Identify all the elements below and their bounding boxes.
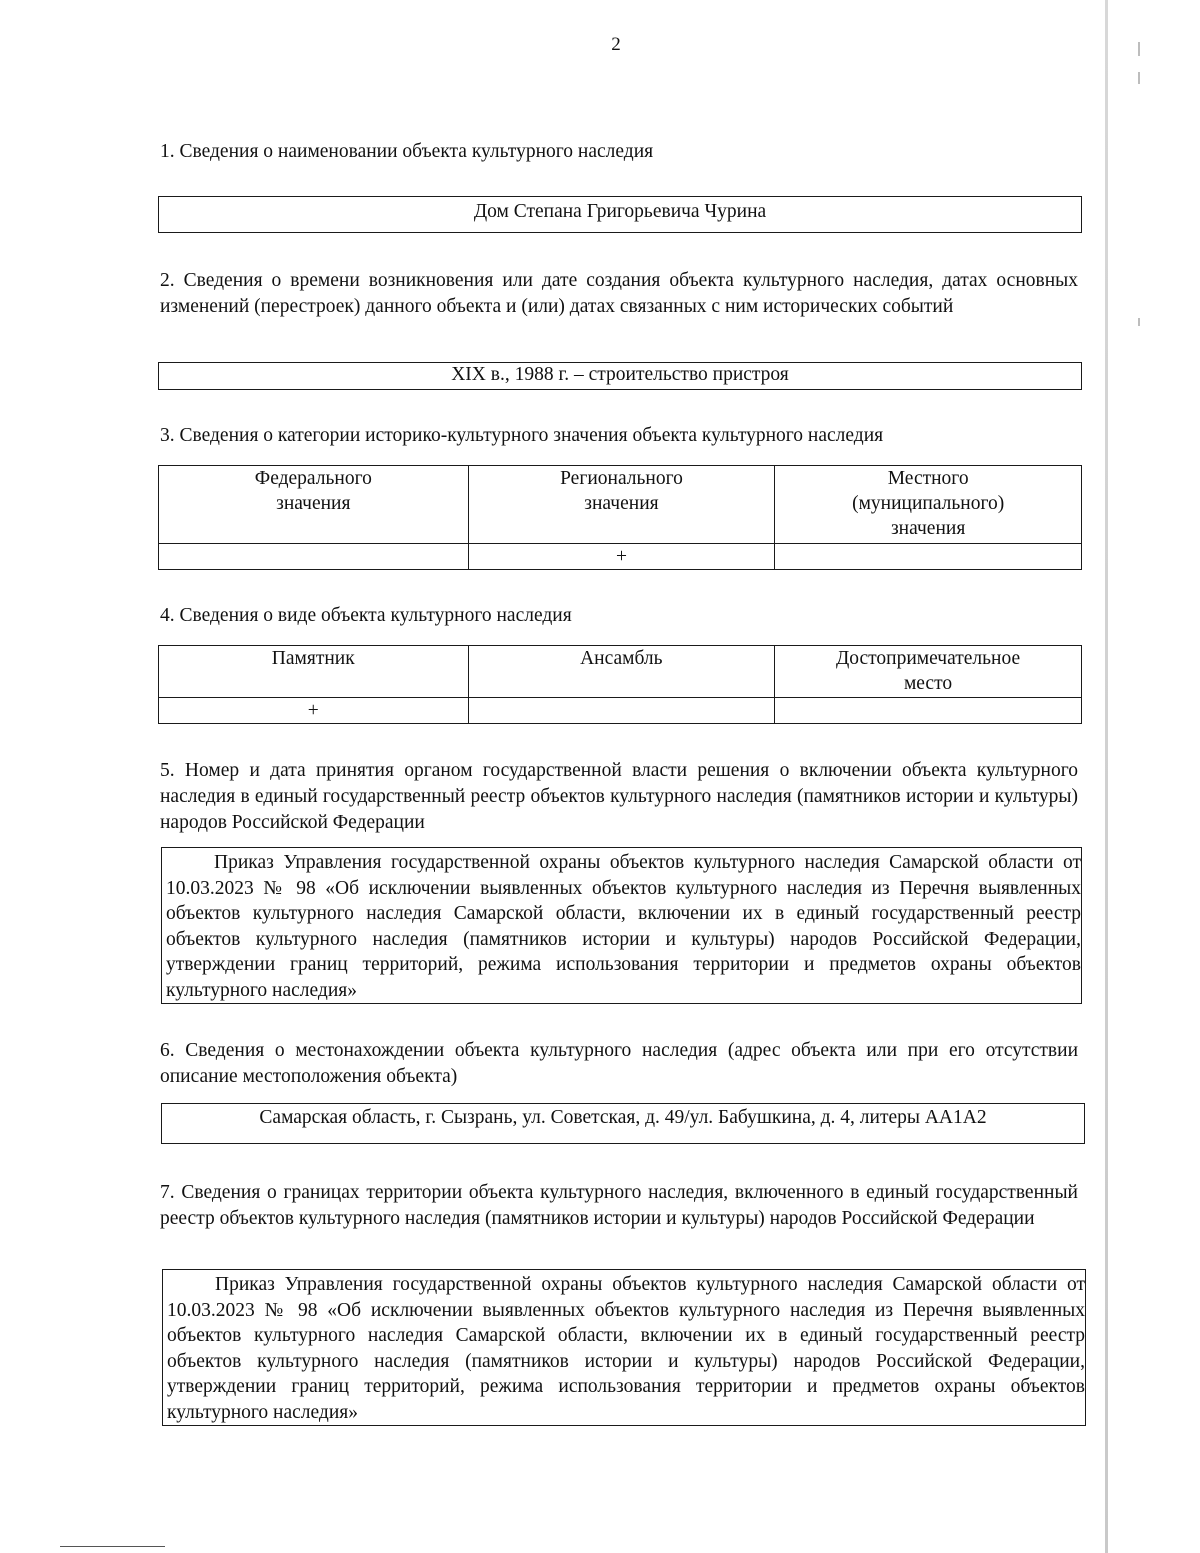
registry-decision-text: Приказ Управления государственной охраны объектов культурного наследия Самарской области от 10.03.2023 № 98 «Об исключении выявленных объектов культурного наследия из Перечня выявленных объектов культурного наследия Самарской области, включении их в единый государственный реестр объектов культурного наследия (памятников истории и культуры) народов Российской Федерации, утверждении границ территорий, режима использования территории и предметов охраны объектов культурного наследия» <box>166 852 1081 1001</box>
territory-boundaries-box <box>162 1269 1086 1426</box>
registry-decision-box <box>161 847 1082 1004</box>
date-box <box>158 362 1082 390</box>
address-value: Самарская область, г. Сызрань, ул. Советская, д. 49/ул. Бабушкина, д. 4, литеры АА1А2 <box>259 1107 987 1128</box>
kind-value-monument: + <box>159 698 469 724</box>
kind-header-landmark: Достопримечательное место <box>775 646 1082 698</box>
section-5-heading: 5. Номер и дата принятия органом государственной власти решения о включении объекта культурного наследия в единый государственный реестр объектов культурного наследия (памятников истории и культуры) народов Российской Федерации <box>160 760 1078 833</box>
category-value-local <box>775 544 1082 570</box>
section-7-heading: 7. Сведения о границах территории объекта культурного наследия, включенного в единый государственный реестр объектов культурного наследия (памятников истории и культуры) народов Российской Федерации <box>160 1182 1078 1229</box>
scan-mark <box>1138 318 1140 326</box>
section-3-heading: 3. Сведения о категории историко-культурного значения объекта культурного наследия <box>160 425 884 446</box>
category-header-federal: Федерального значения <box>159 466 469 544</box>
footer-line <box>60 1546 165 1547</box>
kind-header-ensemble: Ансамбль <box>468 646 775 698</box>
kind-value-ensemble <box>468 698 775 724</box>
section-4-heading: 4. Сведения о виде объекта культурного наследия <box>160 605 572 626</box>
kind-header-monument: Памятник <box>159 646 469 698</box>
object-name-box <box>158 196 1082 233</box>
date-value: XIX в., 1988 г. – строительство пристроя <box>451 364 789 385</box>
category-header-local: Местного (муниципального) значения <box>775 466 1082 544</box>
section-1-heading: 1. Сведения о наименовании объекта культурного наследия <box>160 141 654 162</box>
address-box <box>161 1103 1085 1144</box>
page-number: 2 <box>611 34 621 55</box>
category-header-regional: Регионального значения <box>468 466 775 544</box>
category-value-regional: + <box>468 544 775 570</box>
category-table <box>158 465 1082 570</box>
kind-table <box>158 645 1082 724</box>
section-2-heading: 2. Сведения о времени возникновения или дате создания объекта культурного наследия, датах основных изменений (перестроек) данного объекта и (или) датах связанных с ним исторических событий <box>160 270 1078 317</box>
scan-mark <box>1138 72 1140 84</box>
kind-value-landmark <box>775 698 1082 724</box>
scan-edge <box>1105 0 1108 1553</box>
section-6-heading: 6. Сведения о местонахождении объекта культурного наследия (адрес объекта или при его отсутствии описание местоположения объекта) <box>160 1040 1078 1087</box>
object-name-value: Дом Степана Григорьевича Чурина <box>473 201 767 222</box>
territory-boundaries-text: Приказ Управления государственной охраны объектов культурного наследия Самарской области от 10.03.2023 № 98 «Об исключении выявленных объектов культурного наследия из Перечня выявленных объектов культурного наследия Самарской области, включении их в единый государственный реестр объектов культурного наследия (памятников истории и культуры) народов Российской Федерации, утверждении границ территорий, режима использования территории и предметов охраны объектов культурного наследия» <box>167 1274 1085 1423</box>
category-value-federal <box>159 544 469 570</box>
